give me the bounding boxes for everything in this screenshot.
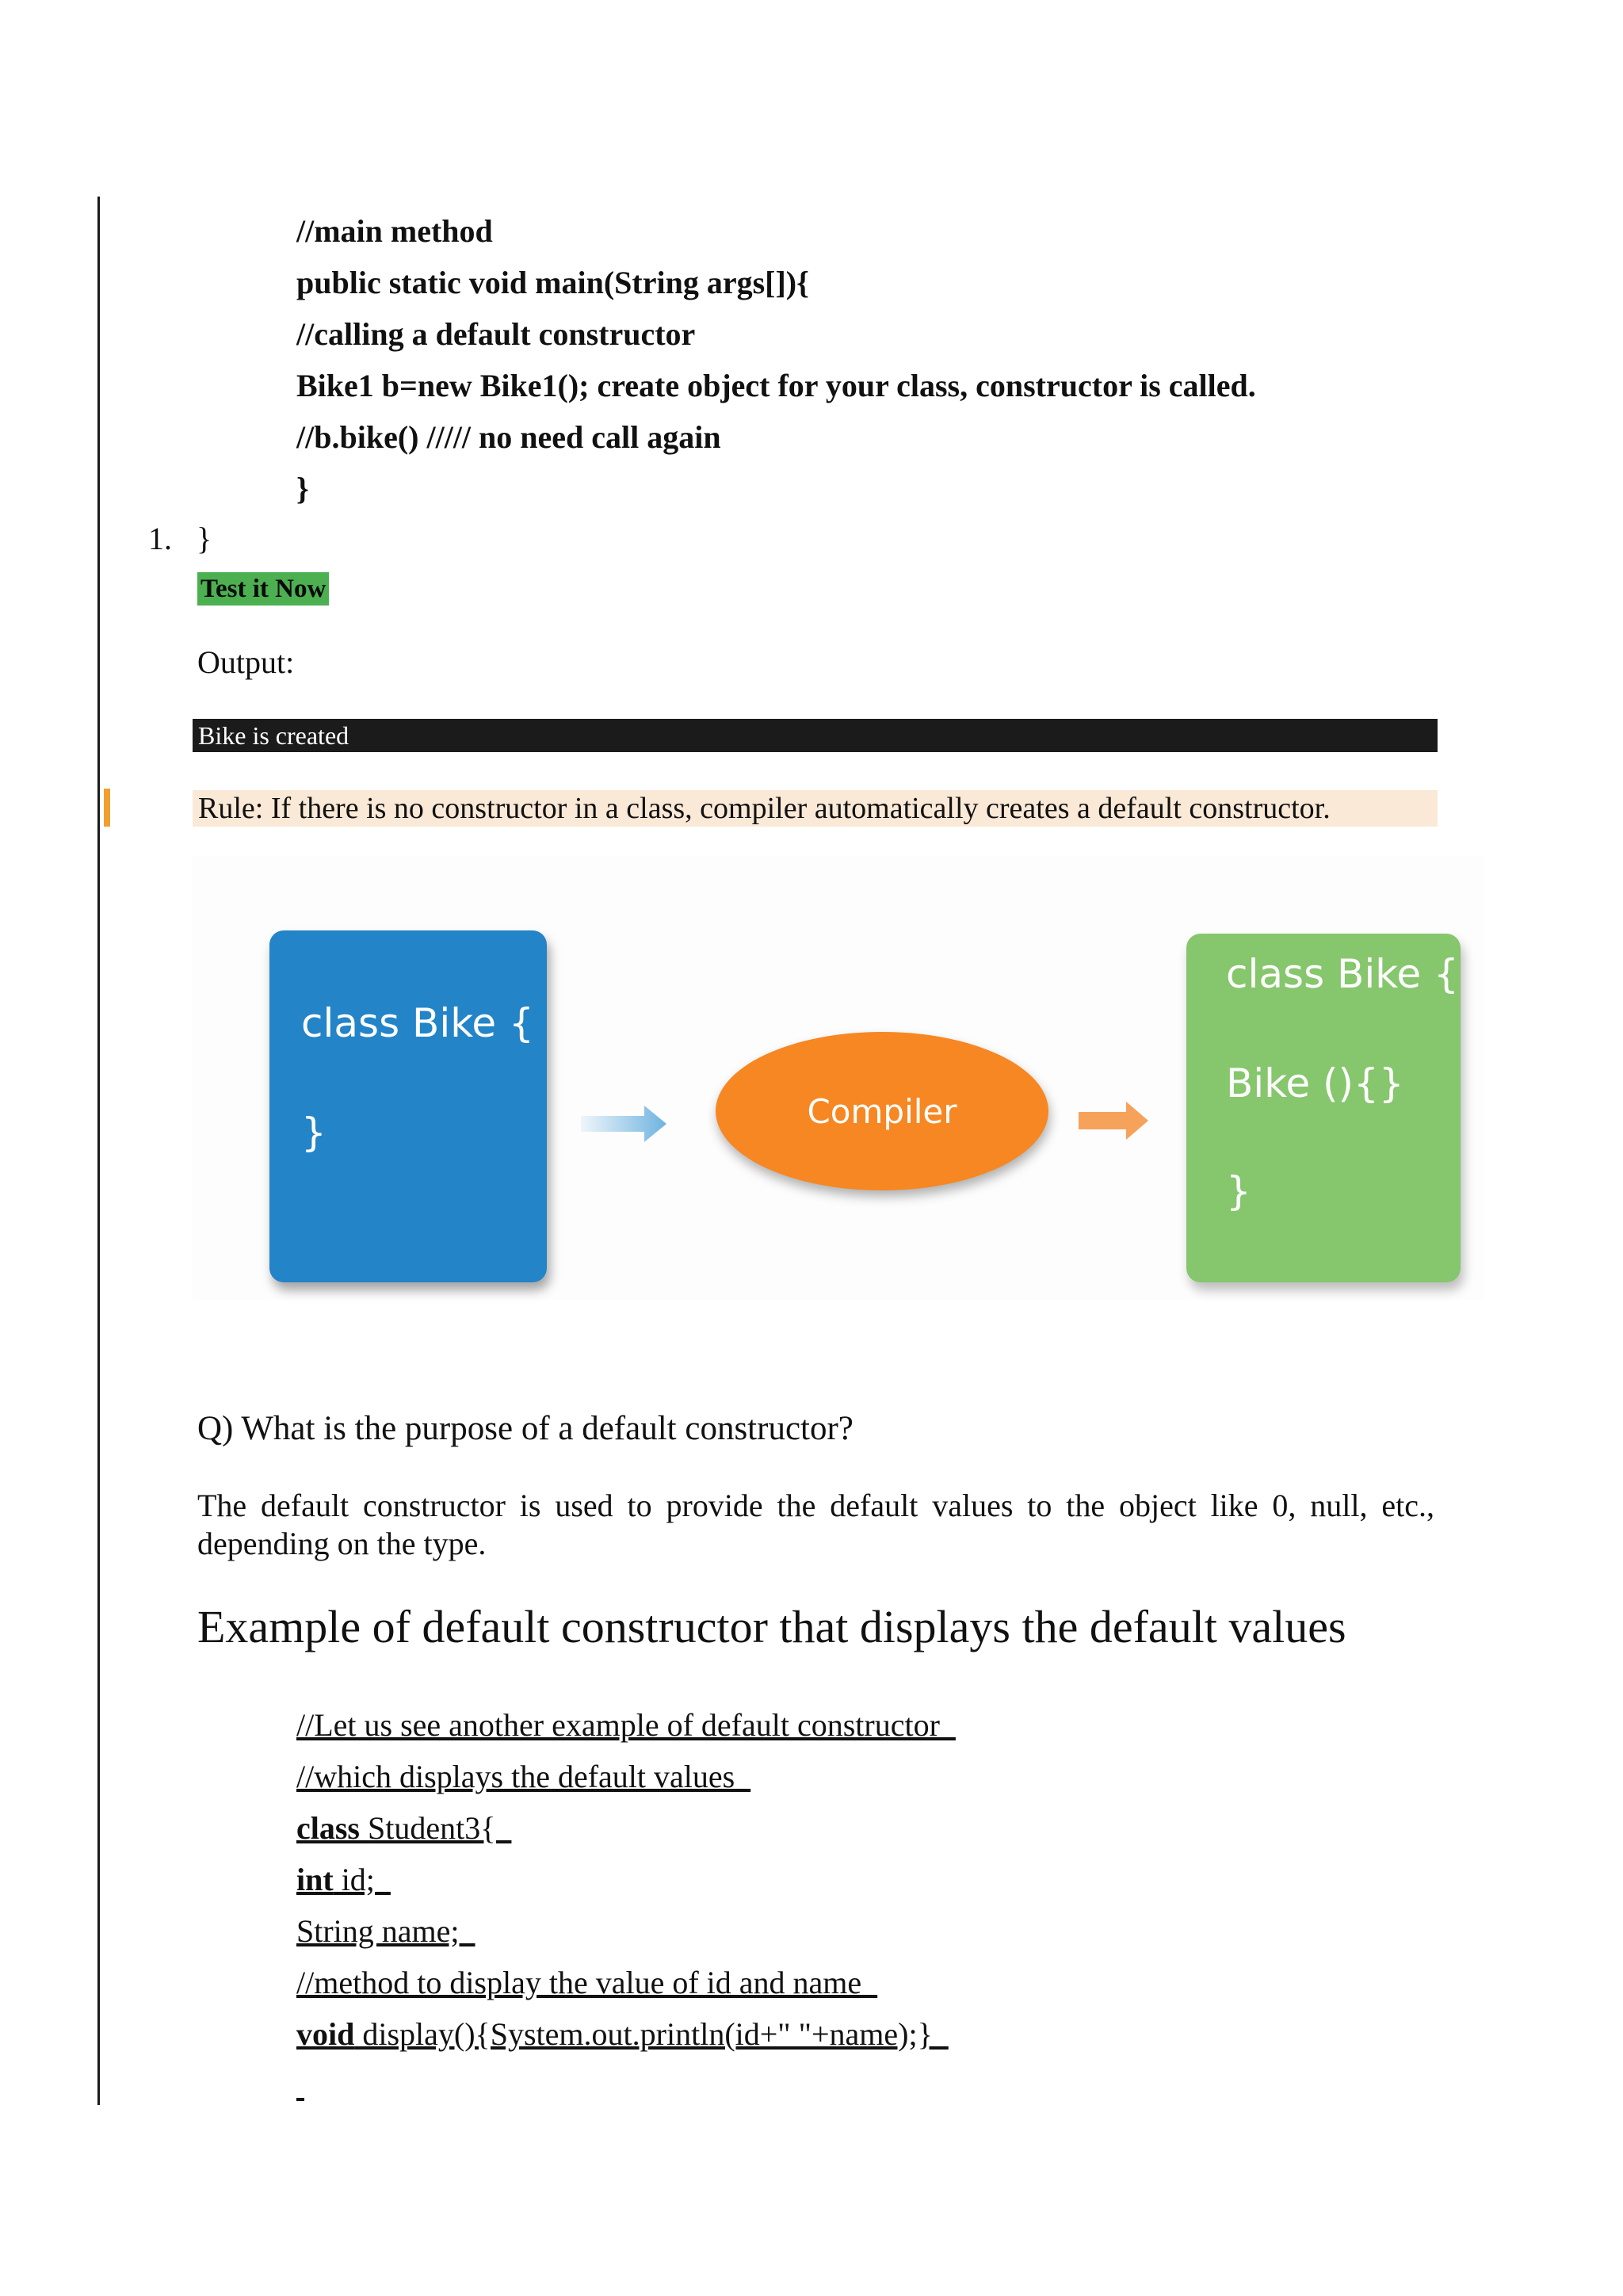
keyword-void: void [296, 2016, 355, 2052]
left-box-line-1: class Bike { [301, 1000, 534, 1046]
code-line-4: Bike1 b=new Bike1(); create object for your class, constructor is called. [296, 368, 1256, 403]
test-it-now-button[interactable]: Test it Now [197, 572, 329, 606]
example-line-1: //Let us see another example of default constructor [296, 1707, 956, 1743]
right-box-line-2: Bike (){} [1226, 1060, 1404, 1106]
example-line-7 [296, 2015, 949, 2053]
example-line-3-rest: Student3{ [360, 1810, 512, 1846]
code-line-1: //main method [296, 213, 493, 249]
right-box-line-3: } [1226, 1168, 1251, 1214]
list-closing-brace: } [197, 521, 212, 556]
example-line-2: //which displays the default values [296, 1759, 751, 1794]
class-bike-box [269, 930, 547, 1282]
example-line-6: //method to display the value of id and name [296, 1965, 878, 2000]
rule-accent-bar [104, 789, 110, 827]
arrow-right-icon [581, 1104, 668, 1144]
example-line-7-rest: display(){System.out.println(id+" "+name);} [354, 2016, 949, 2052]
code-line-6: } [296, 471, 309, 506]
arrow-right-icon [1079, 1100, 1150, 1141]
right-box-line-1: class Bike { [1226, 951, 1459, 997]
output-box: Bike is created [193, 719, 1438, 752]
answer-paragraph: The default constructor is used to provide the default values to the object like 0, null, etc., depending on the type. [197, 1488, 1434, 1561]
example-line-5: String name; [296, 1913, 475, 1949]
keyword-class: class [296, 1810, 360, 1846]
question-heading: Q) What is the purpose of a default constructor? [197, 1410, 854, 1447]
code-line-3: //calling a default constructor [296, 316, 696, 352]
code-line-5: //b.bike() ///// no need call again [296, 419, 721, 455]
margin-rule [97, 197, 100, 2105]
example-line-8 [296, 2067, 304, 2105]
example-line-4-rest: id; [333, 1862, 391, 1897]
keyword-int: int [296, 1862, 334, 1897]
section-heading: Example of default constructor that displays the default values [197, 1601, 1346, 1652]
constructor-diagram [193, 856, 1484, 1300]
code-line-2: public static void main(String args[]){ [296, 265, 809, 300]
rule-note: Rule: If there is no constructor in a class, compiler automatically creates a default constructor. [193, 790, 1438, 827]
example-line-3 [296, 1809, 511, 1847]
compiler-node: Compiler [716, 1032, 1048, 1190]
example-line-4 [296, 1861, 391, 1899]
output-label: Output: [197, 644, 295, 680]
list-number: 1. [148, 521, 172, 556]
left-box-line-2: } [301, 1110, 327, 1156]
generated-class-box [1186, 934, 1461, 1282]
